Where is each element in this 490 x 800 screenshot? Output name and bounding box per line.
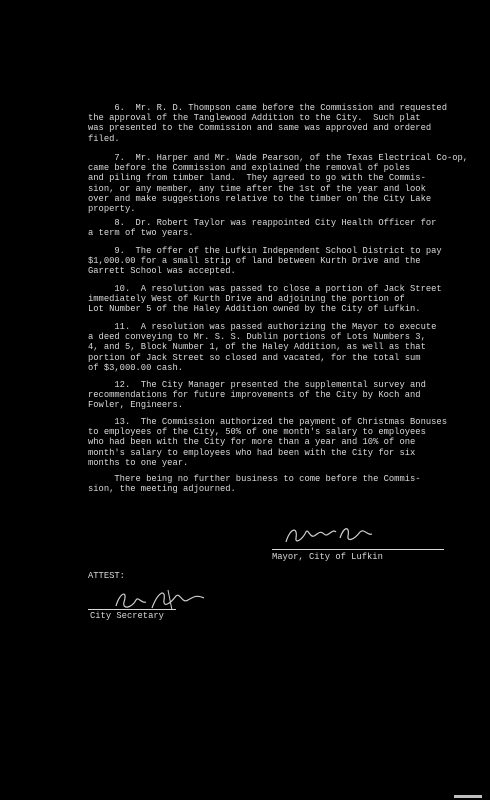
secretary-signature-line bbox=[88, 609, 176, 610]
paragraph-item-9: 9. The offer of the Lufkin Independent School District to pay $1,000.00 for a small strip of land between Kurth Drive and the Garrett School was accepted. bbox=[88, 246, 442, 277]
mayor-caption: Mayor, City of Lufkin bbox=[272, 552, 383, 562]
paragraph-item-6: 6. Mr. R. D. Thompson came before the Commission and requested the approval of the Tanglewood Addition to the City. Such plat was presented to the Commission and same was approved and ordered filed. bbox=[88, 103, 447, 144]
mayor-signature-line bbox=[272, 549, 444, 550]
paragraph-item-11: 11. A resolution was passed authorizing the Mayor to execute a deed conveying to Mr. S. S. Dublin portions of Lots Numbers 3, 4, and 5, Block Number 1, of the Haley Addition, as well as that portion of Jack Street so closed and vacated, for the total sum of $3,000.00 cash. bbox=[88, 322, 437, 373]
page-edge-mark bbox=[454, 795, 482, 798]
closing-paragraph: There being no further business to come before the Commis- sion, the meeting adjourned. bbox=[88, 474, 421, 495]
secretary-caption: City Secretary bbox=[90, 611, 164, 621]
attest-label: ATTEST: bbox=[88, 571, 125, 581]
mayor-signature bbox=[280, 520, 390, 550]
paragraph-item-12: 12. The City Manager presented the supplemental survey and recommendations for future improvements of the City by Koch and Fowler, Engineers. bbox=[88, 380, 426, 411]
paragraph-item-10: 10. A resolution was passed to close a portion of Jack Street immediately West of Kurth Drive and adjoining the portion of Lot Number 5 of the Haley Addition owned by the City of Lufkin. bbox=[88, 284, 442, 315]
paragraph-item-8: 8. Dr. Robert Taylor was reappointed City Health Officer for a term of two years. bbox=[88, 218, 437, 239]
paragraph-item-7: 7. Mr. Harper and Mr. Wade Pearson, of the Texas Electrical Co-op, came before the Commission and explained the removal of poles and piling from timber land. They agreed to go with the Commis- sion, or any member, any time after the 1st of the year and look over and make suggestions relative to the timber on the City Lake property. bbox=[88, 153, 469, 215]
paragraph-item-13: 13. The Commission authorized the payment of Christmas Bonuses to employees of the City, 50% of one month's salary to employees who had been with the City for more than a year and 10% of one month's salary to employees who had been with the City for six months to one year. bbox=[88, 417, 447, 468]
